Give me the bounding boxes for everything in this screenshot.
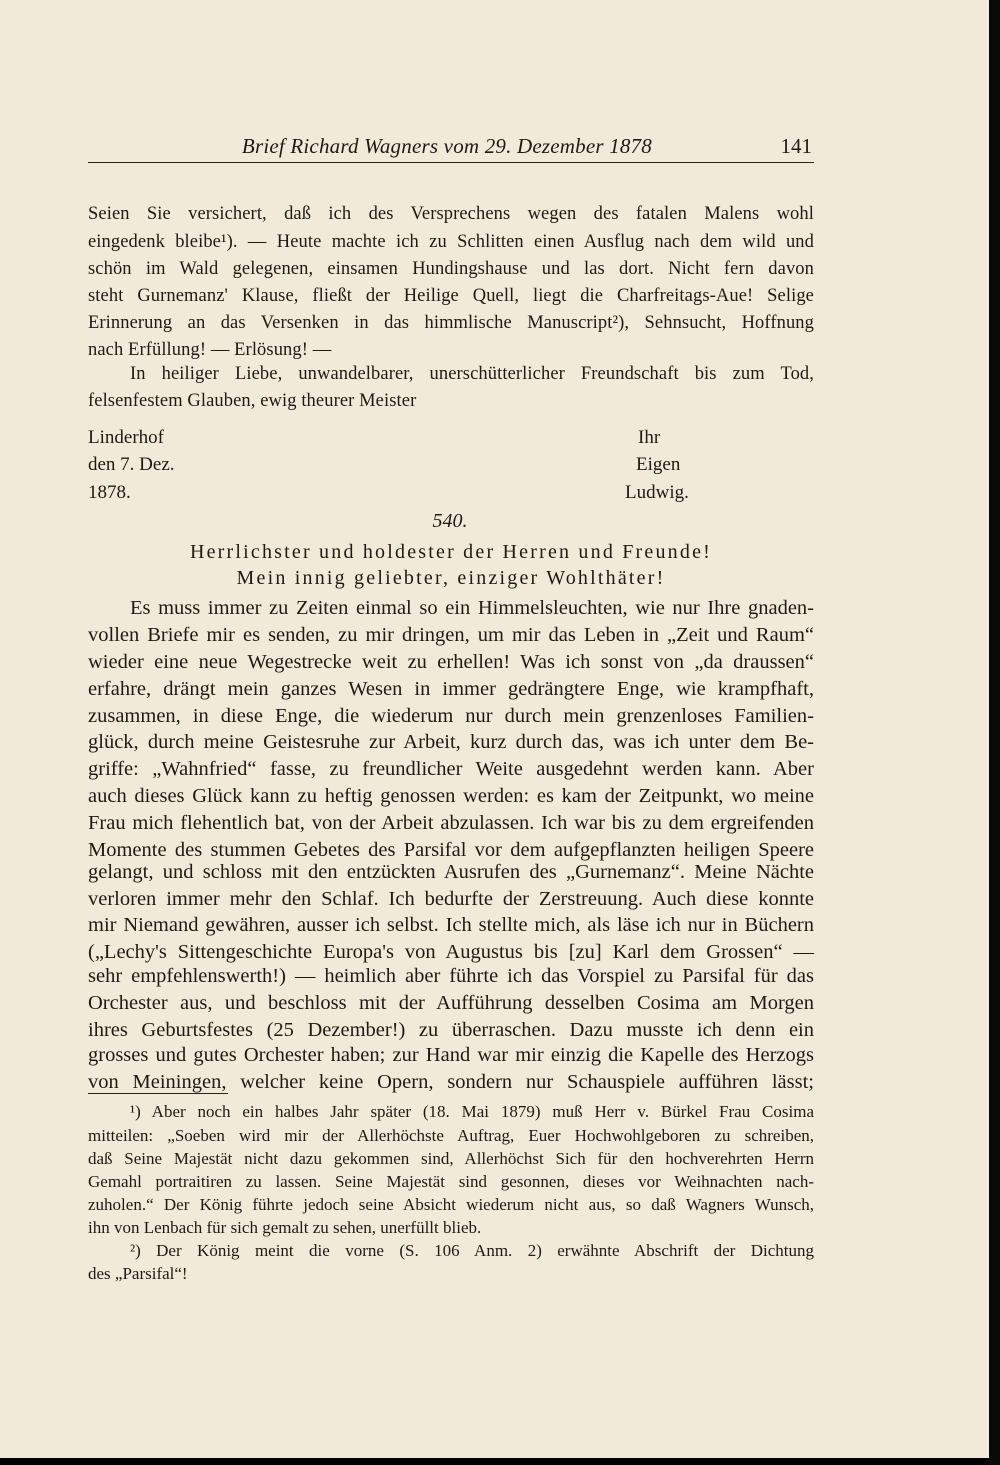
body-line: von Meiningen, welcher keine Opern, sondern nur Schauspiele aufführen lässt; bbox=[88, 1071, 814, 1093]
body-line: zusammen, in diese Enge, die wiederum nur durch mein grenzenloses Familien- bbox=[88, 705, 814, 727]
footnote-line: zuholen.“ Der König führte jedoch seine Absicht wiederum nicht aus, so daß Wagners Wunsch, bbox=[88, 1195, 814, 1214]
footnote-line: Gemahl portraitiren zu lassen. Seine Majestät sind gesonnen, dieses vor Weihnachten nach- bbox=[88, 1172, 814, 1191]
body-line: auch dieses Glück kann zu heftig genossen werden: es kam der Zeitpunkt, wo meine bbox=[88, 785, 814, 807]
body-line: griffe: „Wahnfried“ fasse, zu freundlicher Weite ausgedehnt werden kann. Aber bbox=[88, 758, 814, 780]
salutation-line: Mein innig geliebter, einziger Wohlthäter! bbox=[236, 567, 666, 589]
ludwig-letter-line: Seien Sie versichert, daß ich des Versprechens wegen des fatalen Malens wohl bbox=[88, 204, 814, 224]
body-line: Momente des stummen Gebetes des Parsifal vor dem aufgepflanzten heiligen Speere bbox=[88, 839, 814, 861]
body-line: grosses und gutes Orchester haben; zur Hand war mir einzig die Kapelle des Herzogs bbox=[88, 1044, 814, 1066]
ludwig-letter-line: nach Erfüllung! — Erlösung! — bbox=[88, 340, 332, 360]
page-number: 141 bbox=[780, 134, 812, 158]
ludwig-letter-line: felsenfestem Glauben, ewig theurer Meister bbox=[88, 391, 417, 411]
body-line: („Lechy's Sittengeschichte Europa's von Augustus bis [zu] Karl dem Grossen“ — bbox=[88, 941, 814, 963]
body-line: Frau mich flehentlich bat, von der Arbeit abzulassen. Ich war bis zu dem ergreifenden bbox=[88, 812, 814, 834]
ludwig-letter-line: In heiliger Liebe, unwandelbarer, unerschütterlicher Freundschaft bis zum Tod, bbox=[130, 364, 814, 384]
body-line: vollen Briefe mir es senden, zu mir dringen, um mir das Leben in „Zeit und Raum“ bbox=[88, 624, 814, 646]
body-line: erfahre, drängt mein ganzes Wesen in immer gedrängtere Enge, wie krampfhaft, bbox=[88, 678, 814, 700]
ludwig-letter-line: schön im Wald gelegenen, einsamen Hundingshause und las dort. Nicht fern davon bbox=[88, 259, 814, 279]
closing-eigen: Eigen bbox=[636, 454, 681, 475]
ludwig-letter-line: eingedenk bleibe¹). — Heute machte ich zu Schlitten einen Ausflug nach dem wild und bbox=[88, 232, 814, 252]
salutation-line: Herrlichster und holdester der Herren und Freunde! bbox=[189, 541, 713, 563]
body-line: ihres Geburtsfestes (25 Dezember!) zu überraschen. Dazu musste ich denn ein bbox=[88, 1019, 814, 1041]
footnote-rule bbox=[88, 1093, 228, 1094]
footnote-line: daß Seine Majestät nicht dazu gekommen sind, Allerhöchst Sich für den hochverehrten Herrn bbox=[88, 1149, 814, 1168]
body-line: wieder eine neue Wegestrecke weit zu erhellen! Was ich sonst von „da draussen“ bbox=[88, 651, 814, 673]
body-line: mir Niemand gewähren, ausser ich selbst. Ich stellte mich, als läse ich nur in Büchern bbox=[88, 914, 814, 936]
footnote-line: des „Parsifal“! bbox=[88, 1264, 188, 1283]
letter-number: 540. bbox=[432, 510, 468, 532]
closing-ihr: Ihr bbox=[638, 427, 661, 448]
closing-year: 1878. bbox=[88, 482, 131, 503]
ludwig-letter-line: steht Gurnemanz' Klause, fließt der Heilige Quell, liegt die Charfreitags-Aue! Selige bbox=[88, 286, 814, 306]
running-title: Brief Richard Wagners vom 29. Dezember 1878 bbox=[241, 134, 652, 158]
body-line: Orchester aus, und beschloss mit der Aufführung desselben Cosima am Morgen bbox=[88, 992, 814, 1014]
closing-date: den 7. Dez. bbox=[88, 454, 175, 475]
body-line: glück, durch meine Geistesruhe zur Arbeit, kurz durch das, was ich unter dem Be- bbox=[88, 731, 814, 753]
footnote-line: mitteilen: „Soeben wird mir der Allerhöchste Auftrag, Euer Hochwohlgeboren zu schreiben, bbox=[88, 1126, 814, 1145]
body-line: verloren immer mehr den Schlaf. Ich bedurfte der Zerstreuung. Auch diese konnte bbox=[88, 888, 814, 910]
body-line: gelangt, und schloss mit den entzückten Ausrufen des „Gurnemanz“. Meine Nächte bbox=[88, 861, 814, 883]
body-line: Es muss immer zu Zeiten einmal so ein Himmelsleuchten, wie nur Ihre gnaden- bbox=[130, 597, 814, 619]
closing-place: Linderhof bbox=[88, 427, 164, 448]
scan-border bbox=[989, 0, 1000, 1465]
signature: Ludwig. bbox=[625, 482, 689, 503]
footnote-line: ²) Der König meint die vorne (S. 106 Anm. 2) erwähnte Abschrift der Dichtung bbox=[130, 1241, 814, 1260]
page-header bbox=[88, 132, 814, 163]
footnote-line: ¹) Aber noch ein halbes Jahr später (18. Mai 1879) muß Herr v. Bürkel Frau Cosima bbox=[130, 1102, 814, 1121]
ludwig-letter-line: Erinnerung an das Versenken in das himmlische Manuscript²), Sehnsucht, Hoffnung bbox=[88, 313, 814, 333]
footnote-line: ihn von Lenbach für sich gemalt zu sehen, unerfüllt blieb. bbox=[88, 1218, 482, 1237]
body-line: sehr empfehlenswerth!) — heimlich aber führte ich das Vorspiel zu Parsifal für das bbox=[88, 965, 814, 987]
